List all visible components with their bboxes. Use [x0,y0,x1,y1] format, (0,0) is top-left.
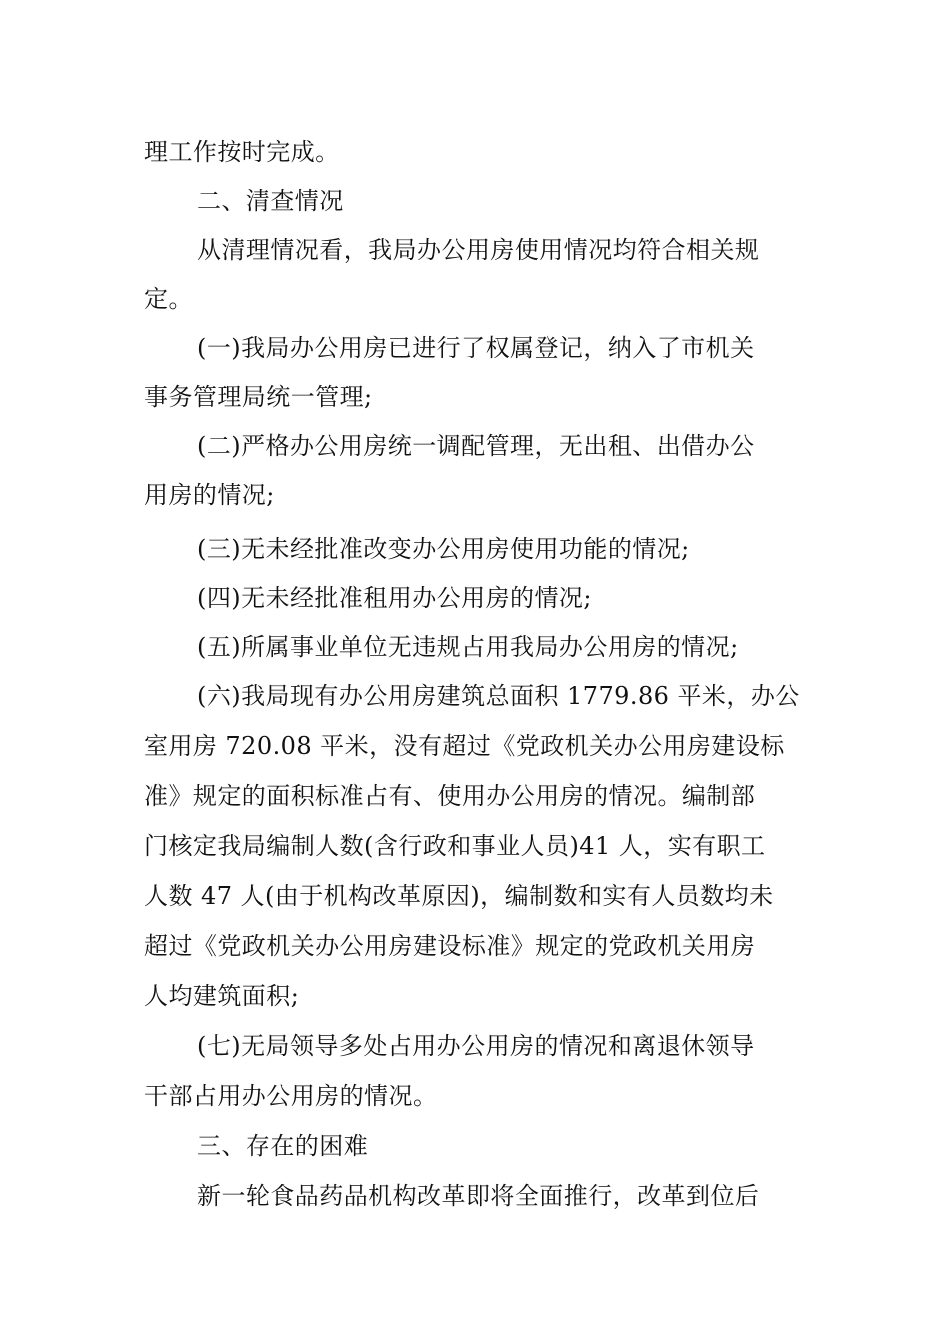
list-item-line: (四)无未经批准租用办公用房的情况; [197,584,592,612]
list-item-line: 门核定我局编制人数(含行政和事业人员)41 人，实有职工 [144,832,766,860]
section-heading-inspection: 二、清查情况 [197,187,344,215]
paragraph-line: 新一轮食品药品机构改革即将全面推行，改革到位后 [197,1182,760,1210]
paragraph-line: 定。 [144,285,193,313]
list-item-line: 干部占用办公用房的情况。 [144,1082,438,1110]
list-item-line: 人均建筑面积; [144,982,300,1010]
list-item-line: 人数 47 人(由于机构改革原因)，编制数和实有人员数均未 [144,882,774,910]
list-item-line: (七)无局领导多处占用办公用房的情况和离退休领导 [197,1032,755,1060]
list-item-line: 准》规定的面积标准占有、使用办公用房的情况。编制部 [144,782,756,810]
list-item-line: 室用房 720.08 平米，没有超过《党政机关办公用房建设标 [144,732,785,760]
list-item-line: (六)我局现有办公用房建筑总面积 1779.86 平米，办公 [197,682,800,710]
list-item-line: (五)所属事业单位无违规占用我局办公用房的情况; [197,633,739,661]
section-heading-difficulties: 三、存在的困难 [197,1132,369,1160]
list-item-line: 事务管理局统一管理; [144,383,373,411]
list-item-line: (二)严格办公用房统一调配管理，无出租、出借办公 [197,432,755,460]
paragraph-line: 理工作按时完成。 [144,138,340,166]
paragraph-line: 从清理情况看，我局办公用房使用情况均符合相关规 [197,236,760,264]
list-item-line: (三)无未经批准改变办公用房使用功能的情况; [197,535,690,563]
list-item-line: (一)我局办公用房已进行了权属登记，纳入了市机关 [197,334,755,362]
list-item-line: 超过《党政机关办公用房建设标准》规定的党政机关用房 [144,932,756,960]
list-item-line: 用房的情况; [144,481,275,509]
